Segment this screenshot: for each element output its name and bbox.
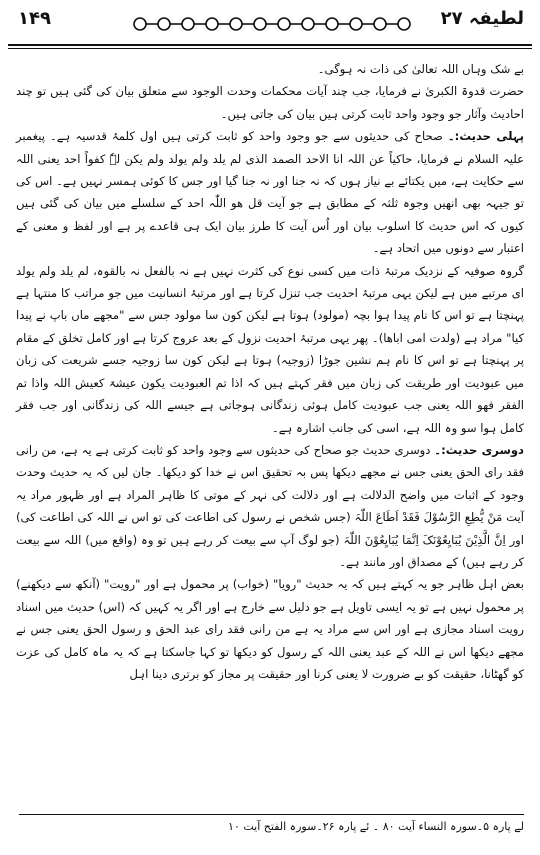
footnote-rule <box>19 814 524 815</box>
paragraph <box>16 573 524 685</box>
header-rule <box>8 44 532 46</box>
paragraph <box>16 58 524 80</box>
paragraph <box>16 260 524 439</box>
page-header <box>8 6 532 42</box>
header-rule-thin <box>8 48 532 49</box>
paragraph <box>16 80 524 125</box>
paragraph <box>16 439 524 573</box>
running-title: لطیفہ ۲۷ <box>440 8 524 29</box>
paragraph <box>16 125 524 259</box>
ornament-chain-icon <box>128 12 428 36</box>
page-number: ۱۴۹ <box>18 8 51 29</box>
footnotes <box>16 820 524 833</box>
paragraph-text: بعض اہل ظاہر جو یہ کہتے ہیں کہ یہ حدیث "رویا" (خواب) پر محمول ہے اور "رویت" (آنکھ سے دیکھنے) پر محمول نہیں ہے تو یہ ایسی تاویل ہے جو دلیل سے خارج ہے اور اگر یہ کہیں کہ (اس) حدیث میں اسناد رویت اسناد مجازی ہے اور اس سے مراد یہ ہے من رانی فقد رای عبد الحق و رسول الحق یعنی جس نے مجھے دیکھا اس نے اللہ کے عبد یعنی اللہ کے رسول کو دیکھا تو کہا جاسکتا ہے کہ یہ ماہ کامل کی عزت کو گھٹانا، حقیقت کو بے ضرورت لا یعنی کرنا اور حقیقت پر مجاز کو برتری دینا اہل <box>16 577 524 681</box>
paragraph-text: گروہ صوفیہ کے نزدیک مرتبۂ ذات میں کسی نوع کی کثرت نہیں ہے نہ بالفعل نہ بالقوہ، لم یلد ولم یولد ای مرتبے میں ہے لیکن یہی مرتبۂ احدیت جب تنزل کرتا ہے اور مرتبۂ انسانیت میں جو مراتب کا منتہا ہے پہنچتا ہے تو اس کا نام پیدا ہوا بچہ (مولود) ہوتا ہے لیکن کون سا مولود جس سے "مجھے ماں باپ نے پیدا کیا" مراد ہے (ولدت امی اباھا)۔ پھر یہی مرتبۂ احدیت نزول کے بعد عروج کرتا ہے اور کامل تخلق کے مقام پر پہنچتا ہے تو اس کا نام ہم نشین جوڑا (زوجیہ) ہوتا ہے لیکن کون سا زوجیہ جسے شریعت کی زبان میں عبودیت اور طریقت کی زبان میں فقر کہتے ہیں کہ اذا تم العبودیت یکون عیشۃ کعیش اللہ واذا تم الفقر فھو اللہ یعنی جب عبودیت کامل ہوئی زندگانی ہوجاتی ہے جیسے اللہ کی زندگانی اور جب فقر کامل ہوا سو وہ اللہ ہے، اسی کی جانب اشارہ ہے۔ <box>16 263 524 435</box>
paragraph-heading: پہلی حدیث:۔ <box>447 129 524 144</box>
footnote-text: لے پارہ ۵۔سورہ النساء آیت ۸۰ ۔ ئے پارہ ۲۶۔سورہ الفتح آیت ۱۰ <box>228 820 524 833</box>
page-body <box>16 58 524 685</box>
paragraph-text: دوسری حدیث جو صحاح کی حدیثوں سے وجود واحد کو ثابت کرتی ہے یہ ہے، من رانی فقد رای الحق یعنی جس نے مجھے دیکھا پس بہ تحقیق اس نے خدا کو دیکھا۔ جان لیں کہ یہ حدیث وحدت وجود کے اثبات میں واضح الدلالت ہے اور دلالت کی نہر کے موتی کا ظاہر المراد ہے اور ظہور مراد یہ آیت مَنْ یُّطِعِ الرَّسُوْلَ فَقَدْ اَطَاعَ اللّٰہَ (جس شخص نے رسول کی اطاعت کی تو اس نے اللہ کی اطاعت کی) اور اِنَّ الَّذِیْنَ یُبَایِعُوْنَکَ اِنَّمَا یُبَایِعُوْنَ اللّٰہَ (جو لوگ آپ سے بیعت کر رہے ہیں تو وہ (واقع میں) اللہ سے بیعت کر رہے ہیں) کے مصداق اور مانند ہے۔ <box>16 442 524 569</box>
paragraph-text: بے شک وہاں اللہ تعالیٰ کی ذات نہ ہوگی۔ <box>317 62 524 76</box>
paragraph-text: حضرت قدوۃ الکبریٰ نے فرمایا، جب چند آیات محکمات وحدت الوجود سے متعلق بیان کی گئی ہیں تو چند احادیث وآثار جو وجود واحد ثابت کرتی ہیں بیان کی جاتی ہیں۔ <box>16 84 524 121</box>
paragraph-text: صحاح کی حدیثوں سے جو وجود واحد کو ثابت کرتی ہیں اول کلمۂ قدسیہ ہے۔ پیغمبر علیہ السلام نے فرمایا، حاکیاً عن اللہ انا الاحد الصمد الذی لم یلد ولم یولد ولم یکن لہٗ کفواً احد یعنی اللہ سے حکایت ہے، میں یکتائے بے نیاز ہوں کہ نہ جنا اور نہ جنا گیا اور جس کا کوئی ہمسر نہیں ہے۔ اس کی تو جیہہ بھی انھیں وجوہ ثلثہ کے مطابق ہے جو آیت قل ھو اللّٰہ احد کے سلسلے میں بیان کی گئی ہیں کیوں کہ اس حدیث کا اسلوب بیان اور اُس آیت کا طرز بیان ایک ہی قاعدے پر ہے اور لفظ و معنی کے اعتبار سے دونوں میں اتحاد ہے۔ <box>16 129 524 256</box>
paragraph-heading: دوسری حدیث:۔ <box>434 442 525 457</box>
